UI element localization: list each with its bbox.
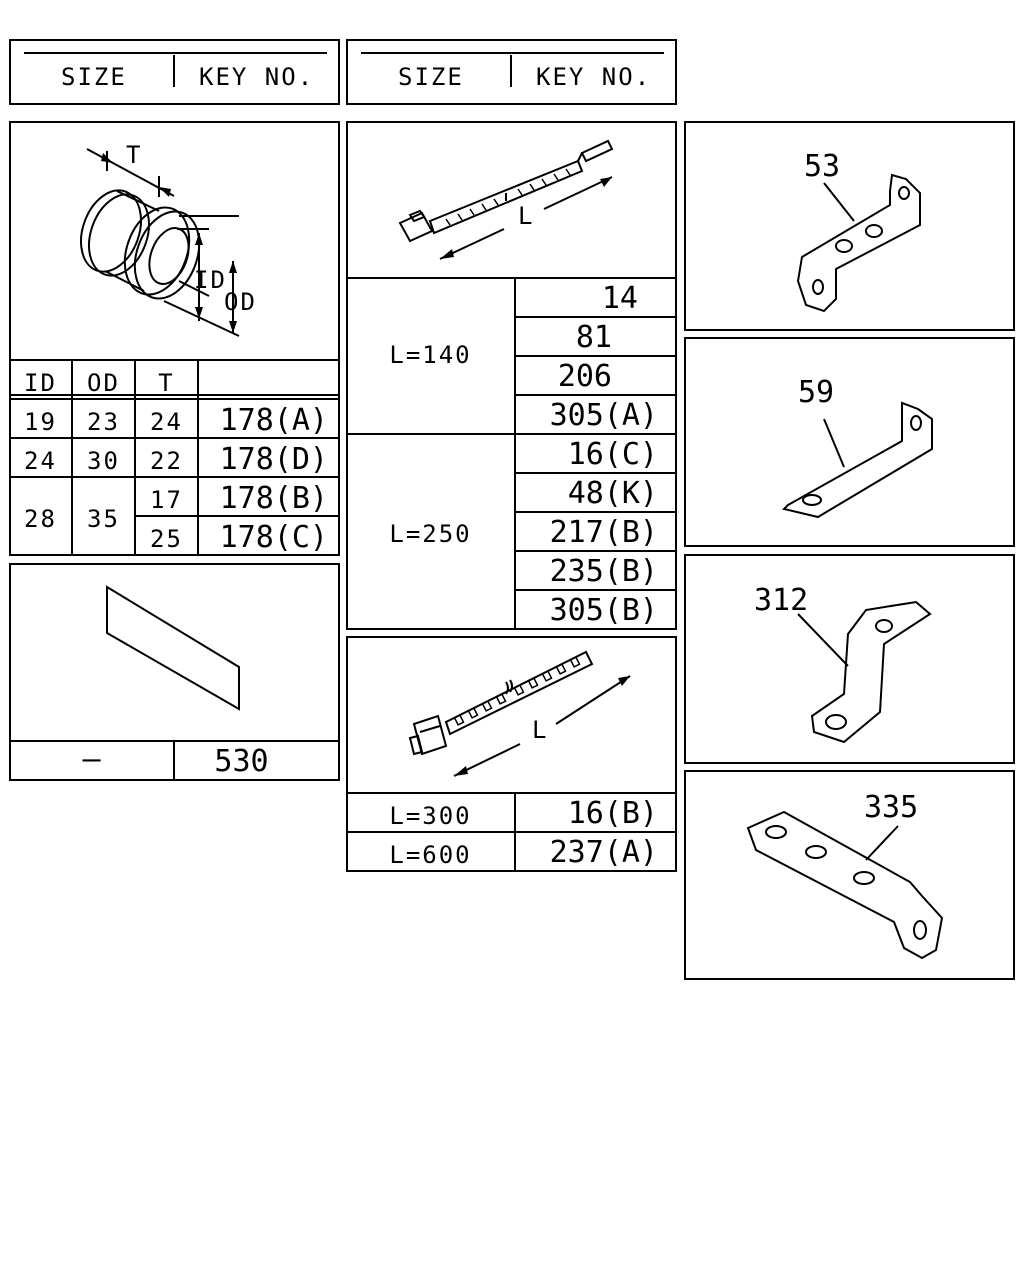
grommet-id-label: ID	[194, 266, 227, 294]
header-key-label: KEY NO.	[536, 63, 652, 91]
pad-drawing	[9, 563, 340, 743]
grommet-row-key: 178(D)	[219, 442, 328, 477]
grommet-row-key: 178(A)	[219, 403, 328, 438]
bracket-335-callout: 335	[864, 790, 919, 825]
long-strap-size: L=300	[389, 802, 472, 830]
long-strap-size: L=600	[389, 841, 472, 869]
long-strap-key: 16(B)	[567, 796, 658, 831]
tie-strap-key: 305(B)	[549, 593, 658, 628]
tie-strap-key: 235(B)	[549, 554, 658, 589]
grommet-row-od: 23	[87, 408, 120, 436]
header-size-label: SIZE	[61, 63, 127, 91]
grommet-row-od: 30	[87, 447, 120, 475]
grommet-row-key: 178(C)	[219, 520, 328, 555]
tie-strap-drawing	[346, 121, 677, 281]
pad-key: 530	[214, 744, 269, 779]
grommet-col-t: T	[158, 369, 175, 397]
header-size-label: SIZE	[398, 63, 464, 91]
tie-strap-key: 217(B)	[549, 515, 658, 550]
grommet-row-t: 24	[150, 408, 183, 436]
bracket-335-drawing	[684, 770, 1015, 980]
tie-strap-l-label: L	[518, 202, 535, 230]
grommet-row-t: 22	[150, 447, 183, 475]
grommet-drawing	[9, 121, 340, 361]
grommet-row-t: 17	[150, 486, 183, 514]
grommet-row-od: 35	[87, 505, 120, 533]
bracket-59-drawing	[684, 337, 1015, 547]
grommet-col-id: ID	[24, 369, 57, 397]
tie-strap-key: 14	[601, 281, 638, 316]
grommet-row-id: 24	[24, 447, 57, 475]
header-middle	[346, 39, 677, 105]
pad-size: —	[82, 742, 101, 777]
bracket-312-drawing	[684, 554, 1015, 764]
bracket-53-drawing	[684, 121, 1015, 331]
bracket-59-callout: 59	[798, 375, 835, 410]
grommet-t-label: T	[126, 141, 143, 169]
grommet-row-id: 28	[24, 505, 57, 533]
tie-strap-key: 305(A)	[549, 398, 658, 433]
long-strap-l-label: L	[532, 716, 549, 744]
tie-strap-key: 81	[575, 320, 612, 355]
grommet-col-od: OD	[87, 369, 120, 397]
header-key-label: KEY NO.	[199, 63, 315, 91]
tie-strap-key: 206	[557, 359, 612, 394]
bracket-312-callout: 312	[754, 583, 809, 618]
tie-strap-size: L=140	[389, 341, 472, 369]
long-strap-key: 237(A)	[549, 835, 658, 870]
grommet-row-id: 19	[24, 408, 57, 436]
tie-strap-key: 16(C)	[567, 437, 658, 472]
grommet-row-t: 25	[150, 525, 183, 553]
header-left	[9, 39, 340, 105]
tie-strap-key: 48(K)	[567, 476, 658, 511]
bracket-53-callout: 53	[804, 149, 841, 184]
tie-strap-size: L=250	[389, 520, 472, 548]
long-strap-drawing	[346, 636, 677, 796]
grommet-od-label: OD	[224, 288, 257, 316]
grommet-row-key: 178(B)	[219, 481, 328, 516]
